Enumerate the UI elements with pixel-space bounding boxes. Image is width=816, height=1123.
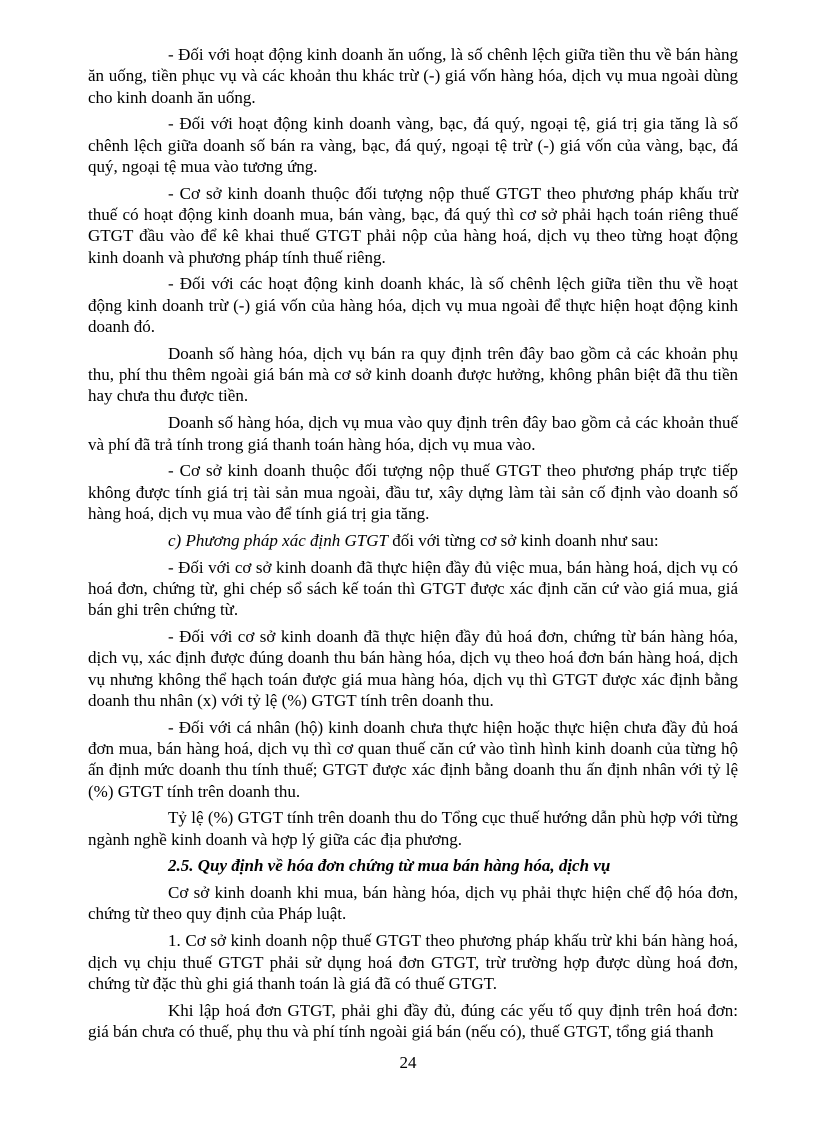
paragraph-doanh-so-ban-ra: Doanh số hàng hóa, dịch vụ bán ra quy định trên đây bao gồm cả các khoản phụ thu, phí thu thêm ngoài giá bán mà cơ sở kinh doanh được hưởng, không phân biệt đã thu tiền hay chưa thu được tiền. bbox=[88, 343, 738, 406]
paragraph-truc-tiep: - Cơ sở kinh doanh thuộc đối tượng nộp thuế GTGT theo phương pháp trực tiếp không được tính giá trị tài sản mua ngoài, đầu tư, xây dựng làm tài sản cố định vào doanh số hàng hoá, dịch vụ mua vào để tính giá trị gia tăng. bbox=[88, 461, 738, 523]
paragraph-ty-le-gtgt: Tỷ lệ (%) GTGT tính trên doanh thu do Tổng cục thuế hướng dẫn phù hợp với từng ngành nghề kinh doanh và hợp lý giữa các địa phương. bbox=[88, 808, 738, 849]
paragraph-che-do-hoa-don: Cơ sở kinh doanh khi mua, bán hàng hóa, dịch vụ phải thực hiện chế độ hóa đơn, chứng từ theo quy định của Pháp luật. bbox=[88, 883, 738, 924]
paragraph-phuong-phap-xac-dinh bbox=[88, 530, 738, 551]
paragraph-hoa-don-ban-hang: - Đối với cơ sở kinh doanh đã thực hiện đầy đủ hoá đơn, chứng từ bán hàng hóa, dịch vụ, xác định được đúng doanh thu bán hàng hóa, dịch vụ theo hoá đơn bán hàng hoá, dịch vụ nhưng không thể hạch toán được giá mua hàng hóa, dịch vụ thì GTGT được xác định bằng doanh thu nhân (x) với tỷ lệ (%) GTGT tính trên doanh thu. bbox=[88, 626, 738, 710]
paragraph-hoa-don-chung-tu-day-du: - Đối với cơ sở kinh doanh đã thực hiện đầy đủ việc mua, bán hàng hoá, dịch vụ có hoá đơn, chứng từ, ghi chép sổ sách kế toán thì GTGT được xác định căn cứ vào giá mua, giá bán ghi trên chứng từ. bbox=[88, 557, 738, 620]
paragraph-ca-nhan-ho: - Đối với cá nhân (hộ) kinh doanh chưa thực hiện hoặc thực hiện chưa đầy đủ hoá đơn mua, bán hàng hoá, dịch vụ thì cơ quan thuế căn cứ vào tình hình kinh doanh của từng hộ ấn định mức doanh thu tính thuế; GTGT được xác định bằng doanh thu ấn định nhân với tỷ lệ (%) GTGT tính trên doanh thu. bbox=[88, 717, 738, 801]
section-heading-2-5: 2.5. Quy định về hóa đơn chứng từ mua bán hàng hóa, dịch vụ bbox=[168, 856, 611, 876]
paragraph-su-dung-hoa-don-gtgt: 1. Cơ sở kinh doanh nộp thuế GTGT theo phương pháp khấu trừ khi bán hàng hoá, dịch vụ chịu thuế GTGT phải sử dụng hoá đơn GTGT, trừ trường hợp được dùng hoá đơn, chứng từ đặc thù ghi giá thanh toán là giá đã có thuế GTGT. bbox=[88, 931, 738, 993]
paragraph-vang-bac: - Đối với hoạt động kinh doanh vàng, bạc, đá quý, ngoại tệ, giá trị gia tăng là số chênh lệch giữa doanh số bán ra vàng, bạc, đá quý, ngoại tệ trừ (-) giá vốn của vàng, bạc, đá quý, ngoại tệ mua vào tương ứng. bbox=[88, 114, 738, 176]
paragraph-khau-tru: - Cơ sở kinh doanh thuộc đối tượng nộp thuế GTGT theo phương pháp khấu trừ thuế có hoạt động kinh doanh mua, bán vàng, bạc, đá quý thì cơ sở phải hạch toán riêng thuế GTGT đầu vào để kê khai thuế GTGT phải nộp của hàng hoá, dịch vụ theo từng hoạt động kinh doanh và phương pháp tính thuế riêng. bbox=[88, 183, 738, 267]
paragraph-khi-lap-hoa-don: Khi lập hoá đơn GTGT, phải ghi đầy đủ, đúng các yếu tố quy định trên hoá đơn: giá bán chưa có thuế, phụ thu và phí tính ngoài giá bán (nếu có), thuế GTGT, tổng giá thanh bbox=[88, 1000, 738, 1041]
lead-rest-text: đối với từng cơ sở kinh doanh như sau: bbox=[387, 530, 659, 550]
page-number: 24 bbox=[399, 1053, 417, 1072]
paragraph-kinh-doanh-khac: - Đối với các hoạt động kinh doanh khác, là số chênh lệch giữa tiền thu về hoạt động kinh doanh trừ (-) giá vốn của hàng hóa, dịch vụ mua ngoài để thực hiện hoạt động kinh doanh đó. bbox=[88, 274, 738, 337]
italic-lead-text: c) Phương pháp xác định GTGT bbox=[168, 530, 388, 550]
paragraph-doanh-so-mua-vao: Doanh số hàng hóa, dịch vụ mua vào quy định trên đây bao gồm cả các khoản thuế và phí đã trả tính trong giá thanh toán hàng hóa, dịch vụ mua vào. bbox=[88, 413, 738, 454]
paragraph-an-uong: - Đối với hoạt động kinh doanh ăn uống, là số chênh lệch giữa tiền thu về bán hàng ăn uống, tiền phục vụ và các khoản thu khác trừ (-) giá vốn hàng hóa, dịch vụ mua ngoài dùng cho kinh doanh ăn uống. bbox=[88, 45, 738, 107]
